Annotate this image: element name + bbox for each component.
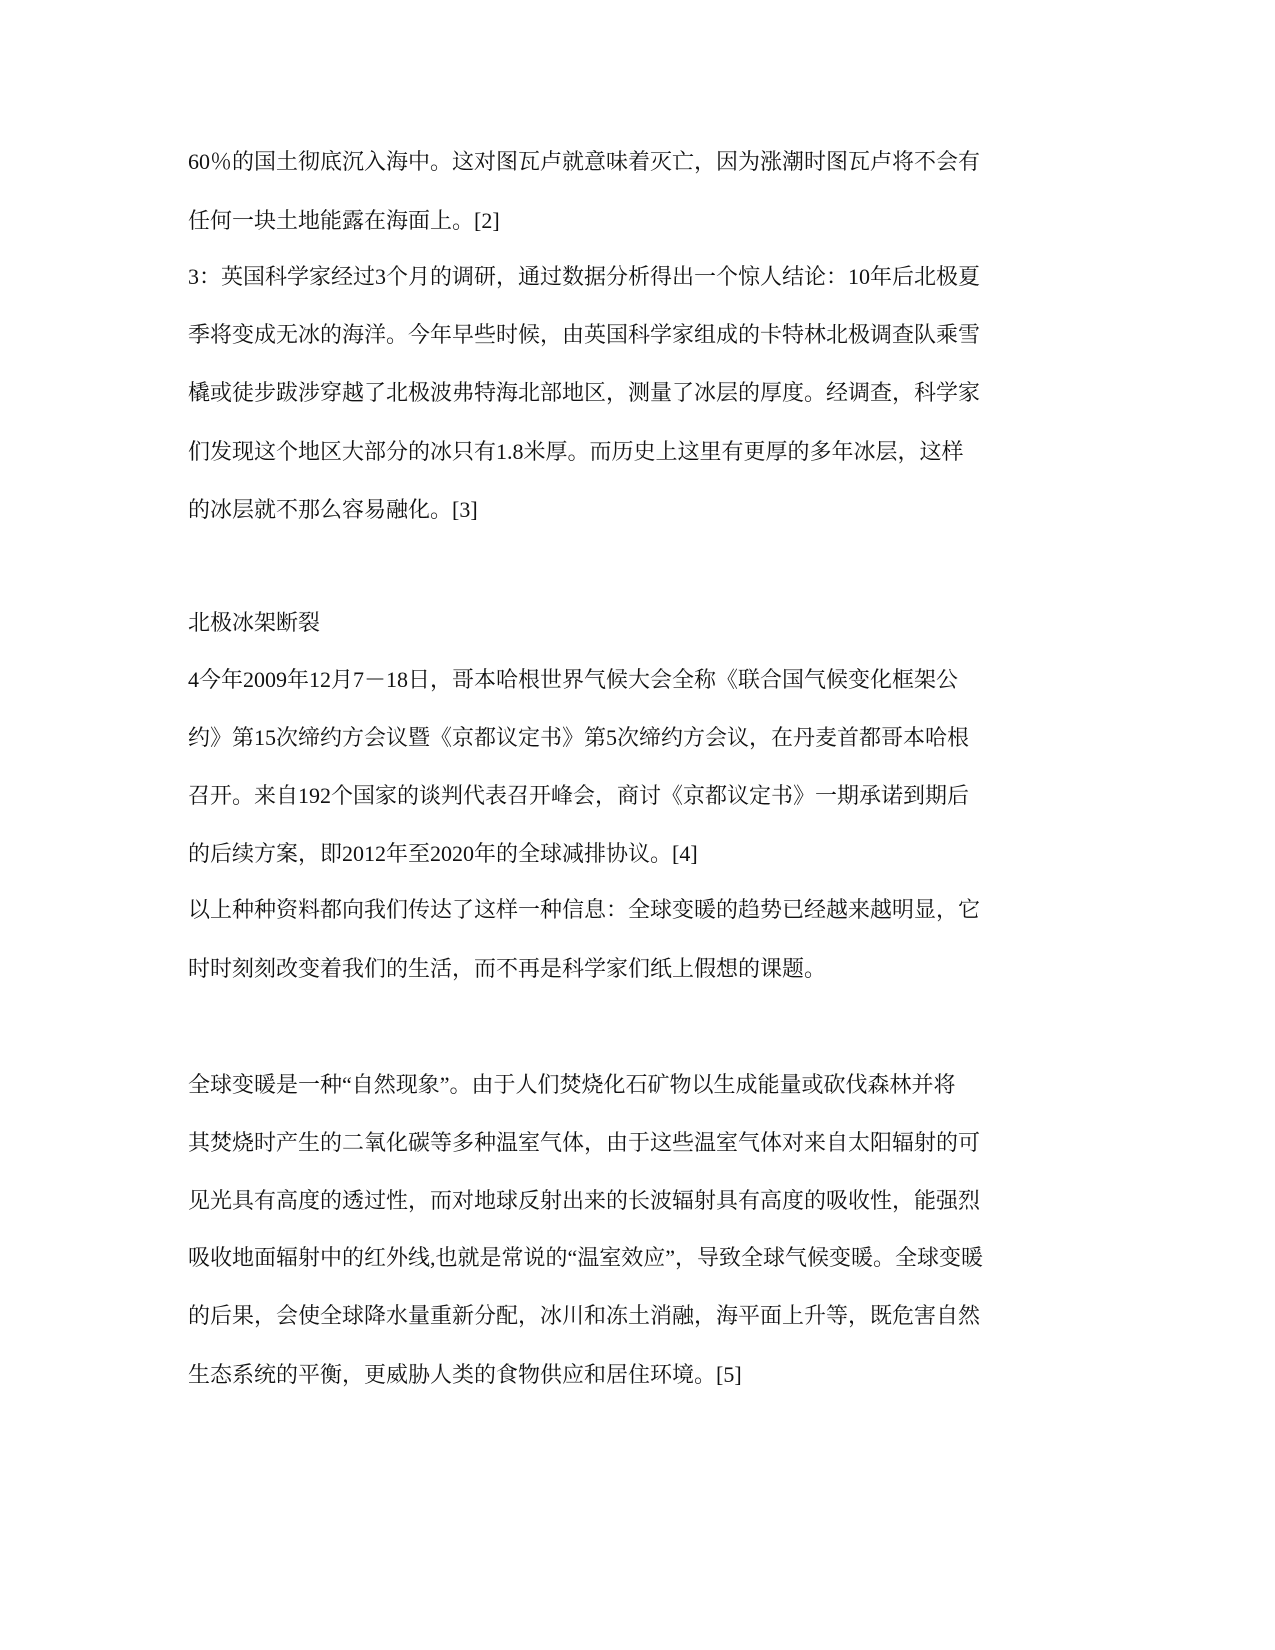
text-line: 任何一块土地能露在海面上。[2]: [188, 208, 500, 233]
text-line: 生态系统的平衡，更威胁人类的食物供应和居住环境。[5]: [188, 1362, 742, 1387]
text-line: 吸收地面辐射中的红外线,也就是常说的“温室效应”，导致全球气候变暖。全球变暖: [188, 1245, 984, 1270]
text-line: 季将变成无冰的海洋。今年早些时候，由英国科学家组成的卡特林北极调查队乘雪: [188, 322, 981, 347]
text-line: 的后果，会使全球降水量重新分配，冰川和冻土消融，海平面上升等，既危害自然: [188, 1303, 981, 1328]
text-line: 全球变暖是一种“自然现象”。由于人们焚烧化石矿物以生成能量或砍伐森林并将: [188, 1072, 956, 1097]
text-line: 的后续方案，即2012年至2020年的全球减排协议。[4]: [188, 841, 698, 866]
section-heading: 北极冰架断裂: [188, 610, 321, 635]
text-line: 约》第15次缔约方会议暨《京都议定书》第5次缔约方会议，在丹麦首都哥本哈根: [188, 725, 970, 750]
text-line: 其焚烧时产生的二氧化碳等多种温室气体，由于这些温室气体对来自太阳辐射的可: [188, 1130, 981, 1155]
text-line: 3：英国科学家经过3个月的调研，通过数据分析得出一个惊人结论：10年后北极夏: [188, 264, 981, 289]
text-line: 们发现这个地区大部分的冰只有1.8米厚。而历史上这里有更厚的多年冰层，这样: [188, 439, 964, 464]
text-line: 时时刻刻改变着我们的生活，而不再是科学家们纸上假想的课题。: [188, 956, 827, 981]
text-line: 橇或徒步跋涉穿越了北极波弗特海北部地区，测量了冰层的厚度。经调查，科学家: [188, 380, 981, 405]
text-line: 见光具有高度的透过性，而对地球反射出来的长波辐射具有高度的吸收性，能强烈: [188, 1188, 981, 1213]
text-line: 的冰层就不那么容易融化。[3]: [188, 497, 478, 522]
text-line: 4今年2009年12月7－18日，哥本哈根世界气候大会全称《联合国气候变化框架公: [188, 667, 959, 692]
text-line: 60％的国土彻底沉入海中。这对图瓦卢就意味着灭亡，因为涨潮时图瓦卢将不会有: [188, 149, 981, 174]
text-line: 召开。来自192个国家的谈判代表召开峰会，商讨《京都议定书》一期承诺到期后: [188, 783, 970, 808]
text-line: 以上种种资料都向我们传达了这样一种信息：全球变暖的趋势已经越来越明显，它: [188, 897, 981, 922]
